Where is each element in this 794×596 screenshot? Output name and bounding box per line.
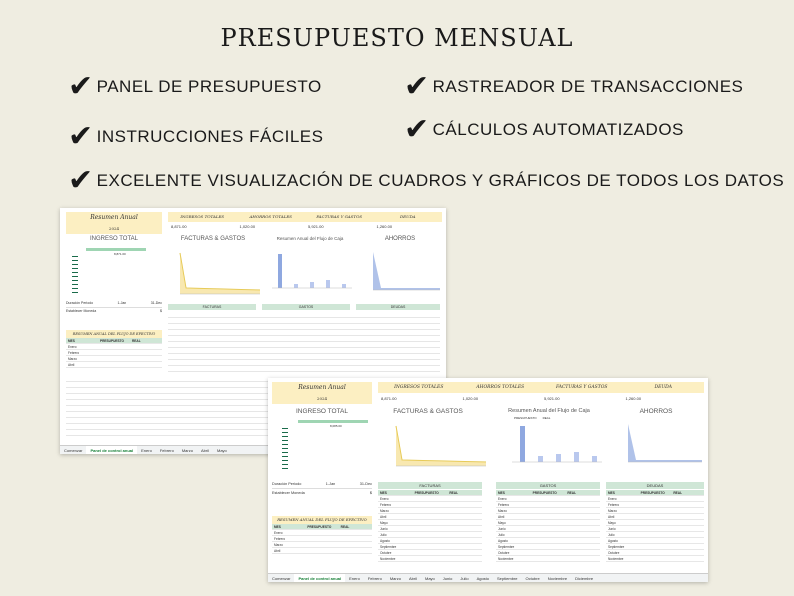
feature-label: INSTRUCCIONES FÁCILES	[96, 127, 324, 146]
currency-label: Establecer Moneda	[272, 491, 305, 495]
sheet-tab[interactable]: Junio	[442, 576, 453, 581]
feature-label: CÁLCULOS AUTOMATIZADOS	[432, 120, 684, 139]
sheet-tab[interactable]: Marzo	[389, 576, 401, 581]
resumen-header	[66, 212, 162, 234]
section-tables	[168, 312, 440, 376]
check-icon: ✔	[68, 69, 94, 104]
feature-label: PANEL DE PRESUPUESTO	[96, 77, 322, 96]
totals-row	[168, 212, 442, 232]
chart-legend	[514, 416, 550, 420]
period-from: 1-Jan	[117, 301, 127, 305]
chart-title: INGRESO TOTAL	[295, 408, 348, 415]
sheet-tab[interactable]: Comenzar	[272, 576, 291, 581]
period-box	[66, 300, 162, 314]
sheet-tab[interactable]: Abril	[408, 576, 417, 581]
period-label: Duración Periodo	[66, 301, 94, 305]
feature-item	[404, 69, 744, 104]
check-icon: ✔	[68, 119, 94, 154]
income-value: 8,871.00	[114, 252, 126, 256]
period-to: 31-Dec	[150, 301, 162, 305]
totals-header: AHORROS TOTALES	[460, 382, 542, 393]
sheet-tab[interactable]: Agosto	[476, 576, 490, 581]
resumen-title: Resumen Anual	[298, 384, 346, 391]
check-icon: ✔	[68, 163, 94, 198]
totals-header: INGRESOS TOTALES	[378, 382, 460, 393]
flow-title: RESUMEN ANUAL DEL FLUJO DE EFECTIVO	[272, 516, 372, 524]
totals-value: 8,871.00	[171, 224, 187, 229]
income-bars-small	[72, 256, 78, 296]
flow-table: MES PRESUPUESTO REAL Enero Febrero Marzo Abril	[66, 338, 162, 368]
section-title: GASTOS	[262, 304, 350, 310]
sheet-tabs	[268, 573, 708, 582]
currency-value[interactable]: $	[160, 309, 162, 313]
totals-value: 1,020.00	[462, 396, 479, 401]
chart-title: FACTURAS & GASTOS	[180, 236, 246, 242]
legend-item: PRESUPUESTO	[514, 416, 537, 420]
spreadsheet-preview-front	[268, 378, 708, 582]
chart-title: AHORROS	[384, 236, 416, 242]
totals-row	[378, 382, 704, 404]
sheet-tab[interactable]: Diciembre	[575, 576, 594, 581]
totals-header: DEUDA	[374, 212, 443, 222]
resumen-header	[272, 382, 372, 404]
totals-header: FACTURAS Y GASTOS	[305, 212, 374, 222]
bills-table: MES PRESUPUESTO REAL Enero Febrero Marzo Abril Mayo Junio Julio Agosto Septiembre Octubre Noviembre	[378, 490, 482, 562]
feature-label: RASTREADOR DE TRANSACCIONES	[432, 77, 744, 96]
chart-title: INGRESO TOTAL	[89, 236, 138, 242]
sheet-tab[interactable]: Enero	[349, 576, 360, 581]
expenses-table: MES PRESUPUESTO REAL Enero Febrero Marzo Abril Mayo Junio Julio Agosto Septiembre Octubre Noviembre	[496, 490, 600, 562]
chart-title: AHORROS	[639, 408, 673, 415]
totals-value: 5,921.00	[544, 396, 560, 401]
section-title: FACTURAS	[168, 304, 256, 310]
resumen-year: 2024	[108, 226, 120, 231]
feature-item	[68, 163, 785, 198]
totals-value: 1,260.00	[625, 396, 642, 401]
totals-header: AHORROS TOTALES	[237, 212, 306, 222]
savings-area-chart	[365, 248, 440, 298]
section-title: DEUDAS	[356, 304, 440, 310]
income-value: 8,085.00	[330, 424, 342, 428]
period-to: 31-Dec	[359, 482, 372, 486]
totals-header: INGRESOS TOTALES	[168, 212, 237, 222]
sheet-tab[interactable]: Febrero	[159, 448, 174, 453]
sheet-tab[interactable]: Julio	[460, 576, 469, 581]
chart-title: Resumen Anual del Flujo de Caja	[276, 236, 344, 241]
section-title: GASTOS	[496, 482, 600, 489]
section-title: DEUDAS	[606, 482, 704, 489]
flow-table: MES PRESUPUESTO REAL Enero Febrero Marzo Abril	[272, 524, 372, 554]
sheet-tab-active[interactable]: Panel de control anual	[294, 574, 345, 582]
check-icon: ✔	[404, 69, 430, 104]
sheet-tab[interactable]: Noviembre	[547, 576, 568, 581]
totals-value: 8,871.00	[381, 396, 397, 401]
totals-value: 5,921.00	[308, 224, 324, 229]
totals-header: DEUDA	[623, 382, 705, 393]
sheet-tab[interactable]: Comenzar	[64, 448, 83, 453]
legend-item: REAL	[542, 416, 551, 420]
flow-title: RESUMEN ANUAL DEL FLUJO DE EFECTIVO	[66, 330, 162, 338]
cashflow-bar-chart	[272, 248, 352, 298]
section-title: FACTURAS	[378, 482, 482, 489]
feature-label: EXCELENTE VISUALIZACIÓN DE CUADROS Y GRÁFICOS DE TODOS LOS DATOS	[96, 171, 785, 190]
chart-title: FACTURAS & GASTOS	[393, 408, 463, 415]
currency-label: Establecer Moneda	[66, 309, 97, 313]
bills-area-chart	[386, 422, 486, 472]
bills-area-chart	[172, 248, 260, 298]
period-box	[272, 480, 372, 496]
resumen-title: Resumen Anual	[90, 214, 138, 221]
page-title: PRESUPUESTO MENSUAL	[220, 24, 574, 52]
feature-item	[68, 119, 324, 154]
sheet-tab[interactable]: Octubre	[525, 576, 540, 581]
income-bar	[298, 420, 368, 423]
totals-header: FACTURAS Y GASTOS	[541, 382, 623, 393]
savings-area-chart	[618, 422, 702, 472]
check-icon: ✔	[404, 112, 430, 147]
resumen-year: 2024	[316, 396, 328, 401]
sheet-tab[interactable]: Mayo	[424, 576, 435, 581]
sheet-tab[interactable]: Enero	[141, 448, 152, 453]
sheet-tab[interactable]: Febrero	[367, 576, 382, 581]
sheet-tab[interactable]: Septiembre	[497, 576, 518, 581]
chart-title: Resumen Anual del Flujo de Caja	[508, 408, 590, 414]
totals-value: 1,020.00	[239, 224, 256, 229]
totals-value: 1,260.00	[376, 224, 393, 229]
feature-item	[404, 112, 684, 147]
cashflow-bar-chart	[512, 422, 602, 472]
sheet-tab[interactable]: Marzo	[181, 448, 193, 453]
sheet-tab[interactable]: Abril	[200, 448, 209, 453]
currency-value[interactable]: $	[369, 491, 372, 495]
sheet-tab[interactable]: Mayo	[216, 448, 227, 453]
sheet-tab-active[interactable]: Panel de control anual	[86, 446, 137, 454]
income-bars-small	[282, 428, 288, 472]
period-label: Duración Periodo	[272, 482, 302, 486]
income-bar	[86, 248, 146, 251]
period-from: 1-Jan	[325, 482, 336, 486]
debts-table: MES PRESUPUESTO REAL Enero Febrero Marzo Abril Mayo Junio Julio Agosto Septiembre Octubre Noviembre	[606, 490, 704, 562]
feature-item	[68, 69, 322, 104]
